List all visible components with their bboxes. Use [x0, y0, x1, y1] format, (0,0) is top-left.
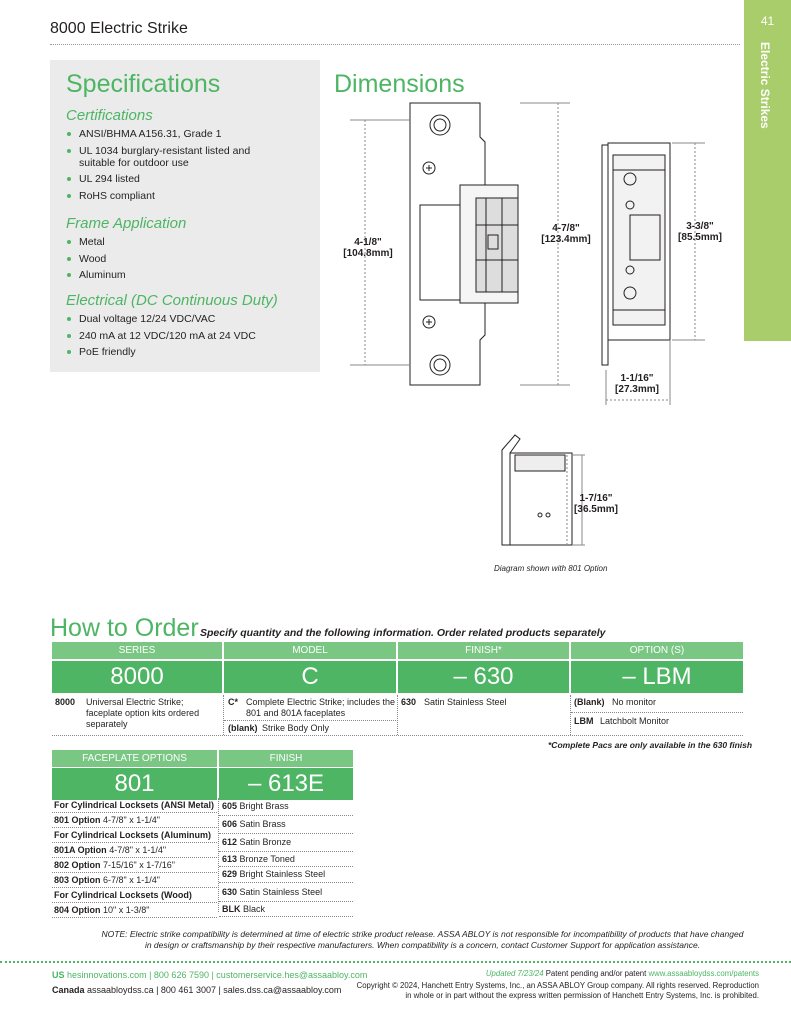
dimensions-heading: Dimensions	[334, 70, 465, 98]
series-header: SERIES	[52, 642, 222, 659]
faceplate-option: 803 Option	[54, 875, 101, 885]
electrical-list	[64, 313, 304, 363]
dimension-inches: 4-1/8"	[354, 237, 382, 248]
strike-dimension-drawing	[330, 95, 730, 585]
page-number: 41	[760, 14, 775, 28]
footer-canada-contact[interactable]: assaabloydss.ca | 800 461 3007 | sales.dss.ca@assaabloy.com	[87, 985, 342, 995]
faceplate-size: 7-15/16" x 1-7/16"	[103, 860, 175, 870]
diagram-caption: Diagram shown with 801 Option	[494, 564, 608, 573]
finish-code: 629	[222, 869, 238, 879]
series-description: Universal Electric Strike; faceplate option kits ordered separately	[86, 697, 200, 729]
code: LBM	[574, 716, 594, 726]
code: (Blank)	[574, 697, 605, 707]
faceplate-header: FACEPLATE OPTIONS	[52, 750, 217, 767]
how-to-order-subheading: Specify quantity and the following information. Order related products separately	[200, 627, 606, 639]
list-item	[219, 798, 353, 816]
column-divider	[223, 695, 224, 735]
model-header: MODEL	[224, 642, 396, 659]
faceplate-value: 801	[52, 768, 217, 800]
dimension-mm: [123.4mm]	[541, 234, 591, 245]
finish-name: Bright Brass	[239, 801, 289, 811]
finish-options-list	[219, 798, 353, 917]
dimension-width-label	[566, 493, 626, 515]
option-lbm-description: Latchbolt Monitor	[600, 716, 670, 726]
model-description: Complete Electric Strike; includes the 801 and 801A faceplates	[246, 697, 396, 718]
list-item	[52, 858, 217, 873]
faceplate-option: 804 Option	[54, 905, 101, 915]
header-divider	[50, 44, 740, 45]
option-blank-description: No monitor	[612, 697, 657, 707]
code: C*	[228, 697, 239, 707]
updated-date: Updated 7/23/24	[485, 969, 544, 978]
list-item: UL 1034 burglary-resistant listed and suitable for outdoor use	[64, 145, 254, 169]
option-blank-code	[574, 697, 605, 708]
option-lbm-code	[574, 716, 594, 727]
list-item	[219, 816, 353, 834]
copyright	[300, 981, 759, 1001]
faceplate-option: 801A Option	[54, 845, 107, 855]
faceplate-size: 4-7/8" x 1-1/4"	[103, 815, 160, 825]
row-divider	[224, 720, 396, 721]
patent-text: Patent pending and/or patent	[545, 969, 647, 978]
faceplate-group: For Cylindrical Locksets (ANSI Metal)	[54, 800, 215, 810]
faceplate-group: For Cylindrical Locksets (Aluminum)	[54, 830, 212, 840]
footer-divider	[0, 961, 791, 963]
dimension-inches: 1-1/16"	[620, 373, 654, 384]
footer-us-label: US	[52, 970, 65, 980]
list-item	[219, 883, 353, 902]
faceplate-group: For Cylindrical Locksets (Wood)	[54, 890, 192, 900]
frame-application-list	[64, 236, 254, 286]
frame-application-heading: Frame Application	[66, 215, 187, 232]
column-divider	[397, 695, 398, 735]
series-value: 8000	[52, 661, 222, 693]
list-item	[219, 867, 353, 883]
faceplate-option: 801 Option	[54, 815, 101, 825]
finish-name: Satin Brass	[239, 819, 286, 829]
dimension-inches: 4-7/8"	[552, 223, 580, 234]
side-tab-label: Electric Strikes	[758, 42, 772, 129]
certifications-list	[64, 128, 254, 206]
list-item: Aluminum	[64, 269, 254, 281]
model-code	[228, 697, 238, 708]
finish-code: 606	[222, 819, 238, 829]
finish-name: Satin Stainless Steel	[239, 887, 323, 897]
finish-description: Satin Stainless Steel	[424, 697, 507, 707]
footer-patent-line	[420, 969, 759, 979]
footer-us	[52, 970, 367, 980]
list-item	[219, 902, 353, 917]
faceplate-finish-header: FINISH	[219, 750, 353, 767]
list-item: 240 mA at 12 VDC/120 mA at 24 VDC	[64, 330, 304, 342]
finish-header: FINISH*	[398, 642, 569, 659]
complete-pacs-note: *Complete Pacs are only available in the 630 finish	[548, 740, 753, 750]
copyright-line: Copyright © 2024, Hanchett Entry Systems, Inc., an ASSA ABLOY Group company. All rights reserved. Reproduction	[356, 981, 759, 990]
dimension-inches: 1-7/16"	[579, 493, 613, 504]
list-item	[52, 843, 217, 858]
footer-us-contact[interactable]: hesinnovations.com | 800 626 7590 | customerservice.hes@assaabloy.com	[67, 970, 368, 980]
dimension-depth-label	[607, 373, 667, 395]
faceplate-size: 4-7/8" x 1-1/4"	[109, 845, 167, 855]
list-item	[52, 813, 217, 828]
option-value: – LBM	[571, 661, 743, 693]
finish-code	[401, 697, 416, 708]
finish-code: 630	[222, 887, 238, 897]
finish-code: 605	[222, 801, 238, 811]
list-item: PoE friendly	[64, 346, 304, 358]
electrical-heading: Electrical (DC Continuous Duty)	[66, 292, 278, 309]
specifications-heading: Specifications	[66, 70, 221, 98]
copyright-line: in whole or in part without the express written permission of Hanchett Entry Systems, Inc. is prohibited.	[405, 991, 759, 1000]
faceplate-size: 6-7/8" x 1-1/4"	[103, 875, 160, 885]
dimension-mm: [85.5mm]	[678, 232, 722, 243]
finish-name: Bright Stainless Steel	[239, 869, 326, 879]
dimension-mm: [27.3mm]	[615, 384, 659, 395]
list-item	[52, 903, 217, 918]
code: 8000	[55, 697, 76, 707]
finish-value: – 630	[398, 661, 569, 693]
list-item: Wood	[64, 253, 254, 265]
list-item	[52, 888, 217, 903]
list-item: Dual voltage 12/24 VDC/VAC	[64, 313, 304, 325]
patent-link[interactable]: www.assaabloydss.com/patents	[648, 969, 759, 978]
faceplate-options-list	[52, 798, 217, 918]
list-item	[52, 873, 217, 888]
list-item: RoHS compliant	[64, 190, 254, 202]
finish-name: Satin Bronze	[239, 837, 292, 847]
code: 630	[401, 697, 417, 707]
model-value: C	[224, 661, 396, 693]
certifications-heading: Certifications	[66, 107, 153, 124]
how-to-order-heading: How to Order	[50, 614, 199, 642]
dimension-height-label	[338, 237, 398, 259]
code: (blank)	[228, 723, 258, 733]
column-divider	[570, 695, 571, 735]
series-code	[55, 697, 75, 708]
faceplate-finish-value: – 613E	[219, 768, 353, 800]
list-item	[219, 834, 353, 852]
option-header: OPTION (S)	[571, 642, 743, 659]
dimension-body-label	[670, 221, 730, 243]
finish-name: Bronze Toned	[239, 854, 295, 864]
finish-name: Black	[243, 904, 266, 914]
footer-canada-label: Canada	[52, 985, 85, 995]
model-blank-description: Strike Body Only	[262, 723, 330, 733]
list-item	[52, 798, 217, 813]
model-blank-code	[228, 723, 258, 734]
dimension-inches: 3-3/8"	[686, 221, 714, 232]
dimension-mm: [36.5mm]	[574, 504, 618, 515]
dimension-mm: [104.8mm]	[343, 248, 393, 259]
finish-code: 612	[222, 837, 238, 847]
row-divider	[571, 712, 743, 713]
finish-code: BLK	[222, 904, 241, 914]
list-item: UL 294 listed	[64, 173, 254, 185]
compatibility-note: NOTE: Electric strike compatibility is determined at time of electric strike product release. ASSA ABLOY is not responsible for incompatibility of products that have changed in design or craftsmanship by their respective manufacturers. When compatibility is a concern, contact Customer Support for application assistance.	[101, 929, 744, 950]
list-item: Metal	[64, 236, 254, 248]
table-bottom-rule	[52, 735, 743, 736]
page-title: 8000 Electric Strike	[50, 20, 188, 37]
faceplate-option: 802 Option	[54, 860, 101, 870]
list-item	[52, 828, 217, 843]
list-item	[219, 852, 353, 867]
dimension-faceplate-label	[535, 223, 597, 245]
finish-code: 613	[222, 854, 238, 864]
footer-canada	[52, 985, 341, 995]
faceplate-size: 10" x 1-3/8"	[103, 905, 150, 915]
list-item: ANSI/BHMA A156.31, Grade 1	[64, 128, 254, 140]
